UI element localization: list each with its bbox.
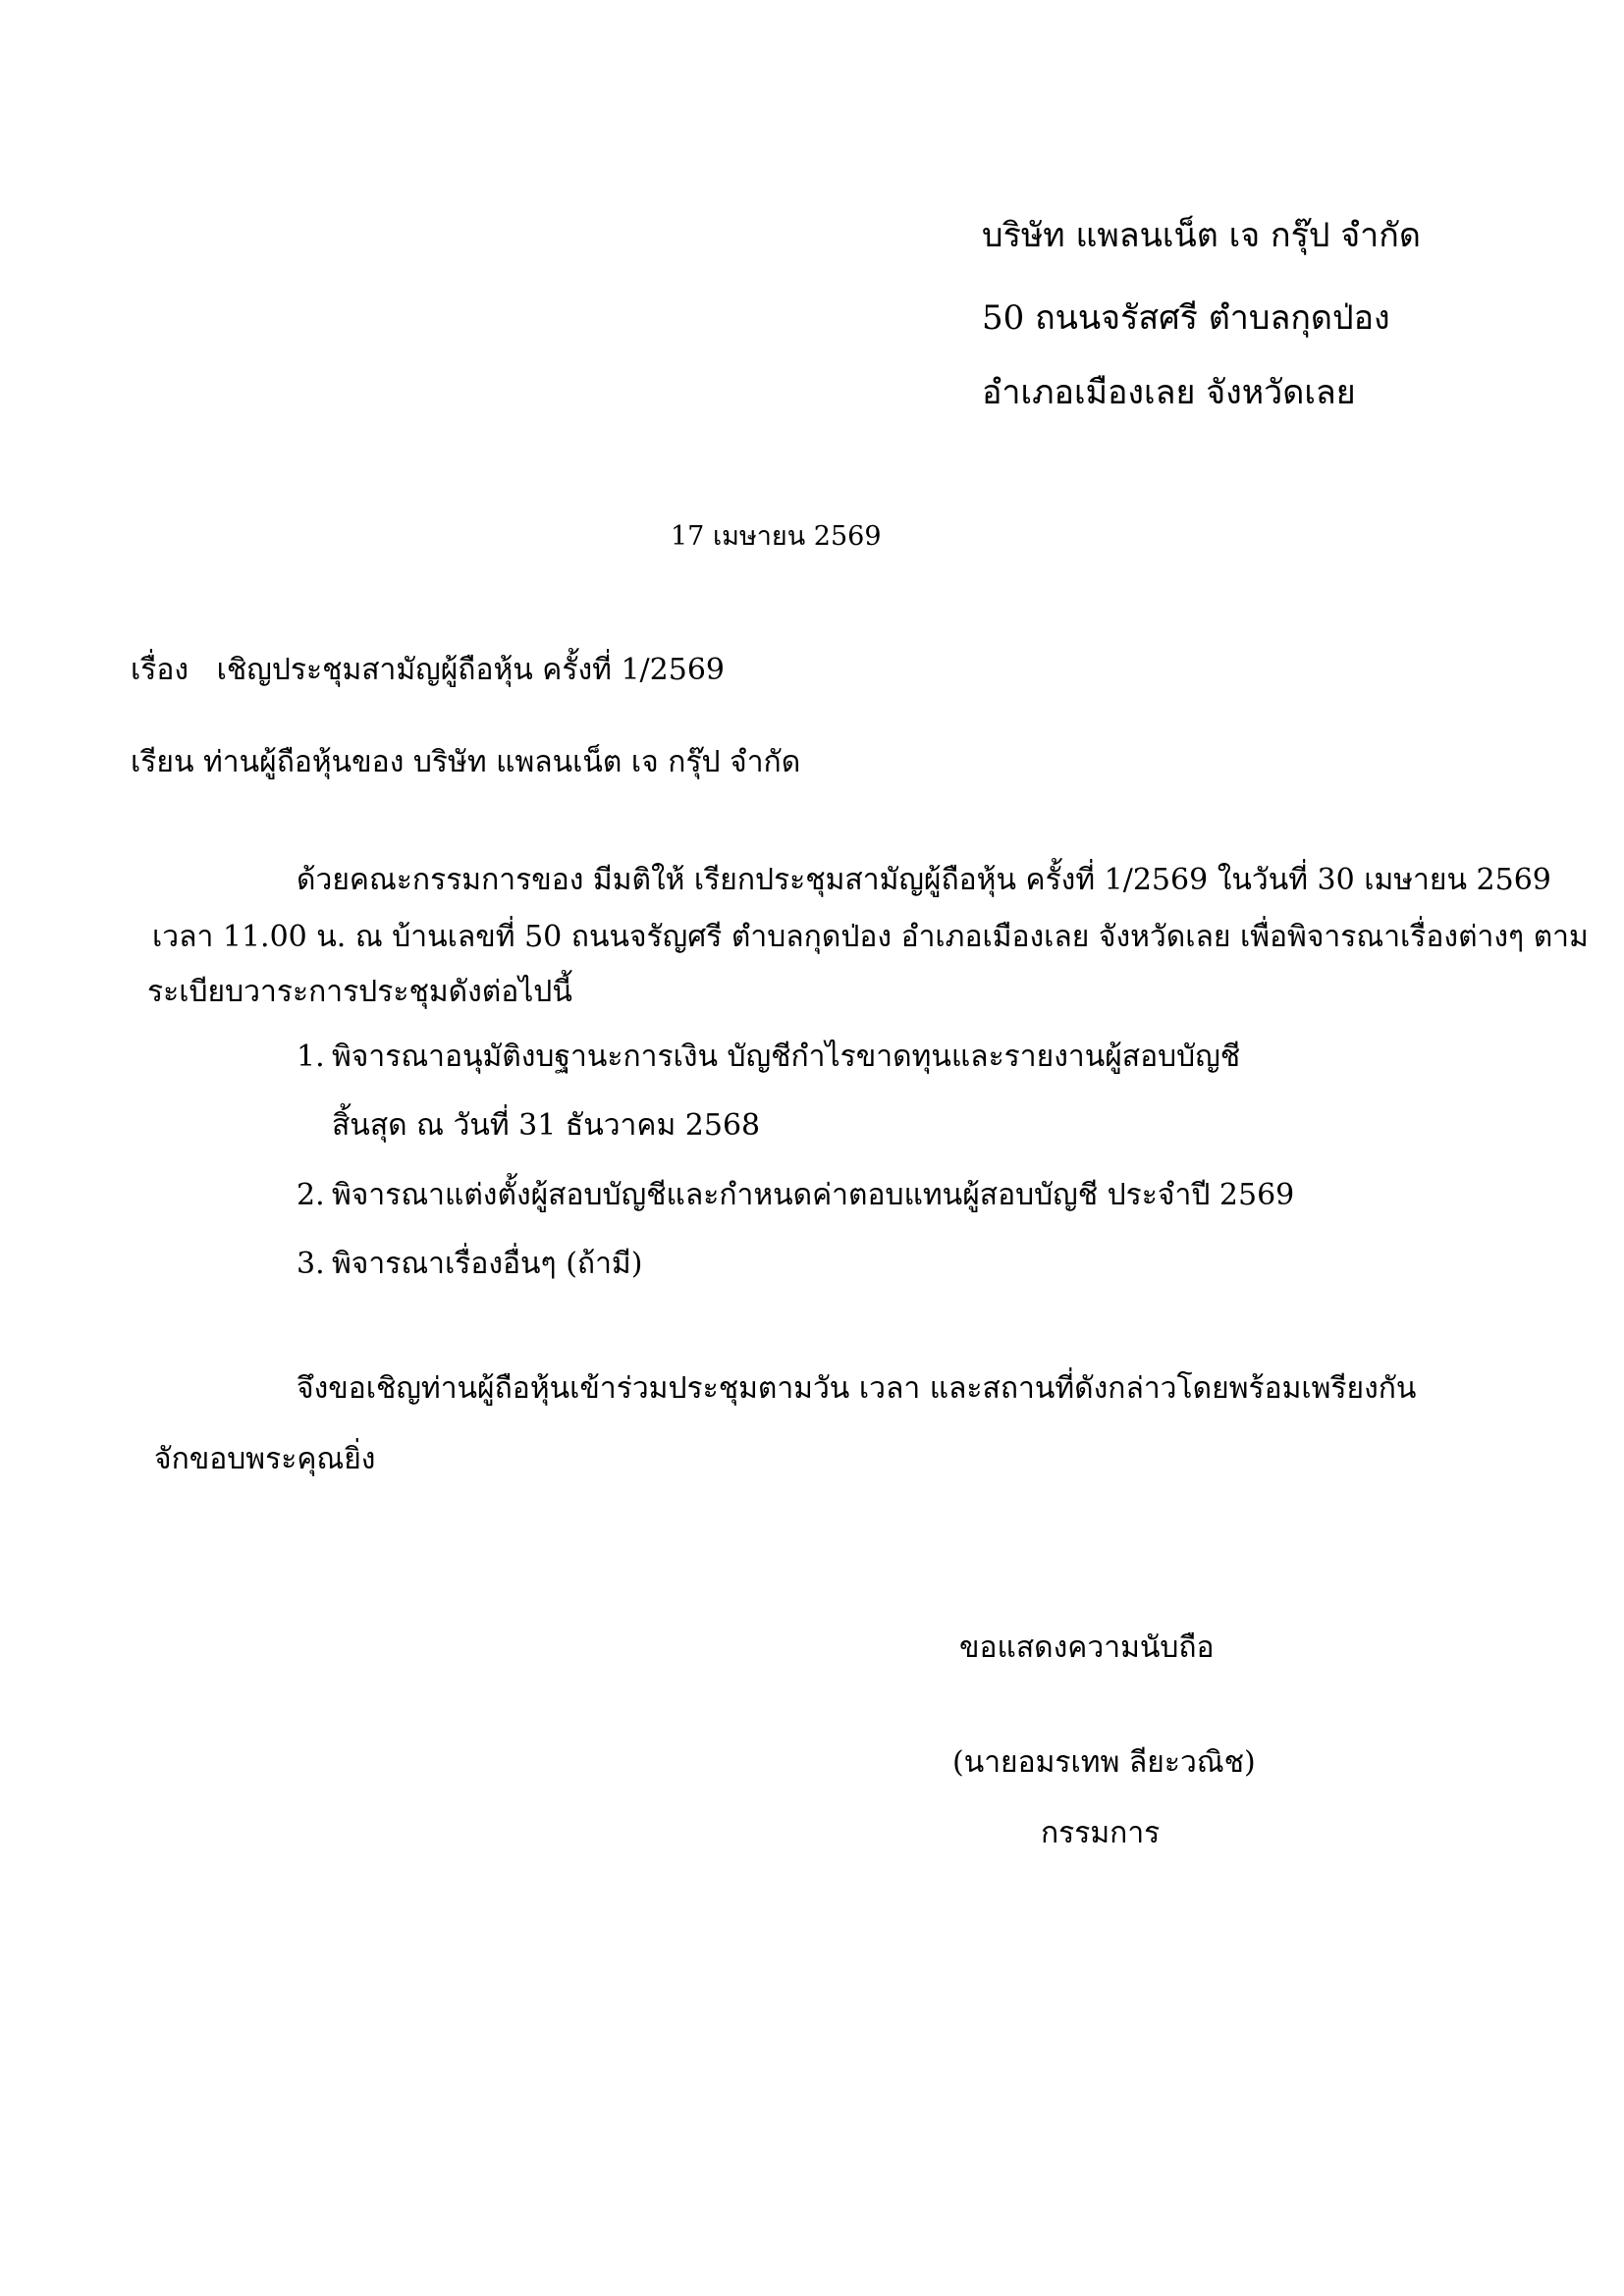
agenda-text: พิจารณาอนุมัติงบฐานะการเงิน บัญชีกำไรขาดทุนและรายงานผู้สอบบัญชี [332, 1040, 1241, 1074]
agenda-item [297, 1038, 1240, 1077]
signatory-name: (นายอมรเทพ ลียะวณิช) [952, 1745, 1256, 1780]
paragraph1-line: เวลา 11.00 น. ณ บ้านเลขที่ 50 ถนนจรัญศรี ตำบลกุดป่อง อำเภอเมืองเลย จังหวัดเลย เพื่อพิจารณาเรื่องต่างๆ ตาม [152, 920, 1589, 954]
signatory-position: กรรมการ [1041, 1816, 1161, 1850]
agenda-item [297, 1176, 1294, 1215]
agenda-number: 3. [297, 1247, 325, 1281]
agenda-text: พิจารณาเรื่องอื่นๆ (ถ้ามี) [332, 1247, 643, 1281]
closing-salutation: ขอแสดงความนับถือ [959, 1630, 1215, 1665]
paragraph1-line: ระเบียบวาระการประชุมดังต่อไปนี้ [147, 975, 572, 1009]
agenda-number: 2. [297, 1178, 325, 1212]
sender-company: บริษัท แพลนเน็ต เจ กรุ๊ป จำกัด [982, 216, 1421, 255]
recipient-text: ท่านผู้ถือหุ้นของ บริษัท แพลนเน็ต เจ กรุ๊ป จำกัด [203, 745, 801, 779]
letter-date: 17 เมษายน 2569 [671, 521, 882, 552]
agenda-number: 1. [297, 1040, 325, 1074]
agenda-text: พิจารณาแต่งตั้งผู้สอบบัญชีและกำหนดค่าตอบแทนผู้สอบบัญชี ประจำปี 2569 [332, 1178, 1295, 1212]
paragraph2-line: จึงขอเชิญท่านผู้ถือหุ้นเข้าร่วมประชุมตามวัน เวลา และสถานที่ดังกล่าวโดยพร้อมเพรียงกัน [297, 1371, 1417, 1406]
subject-text: เชิญประชุมสามัญผู้ถือหุ้น ครั้งที่ 1/2569 [216, 653, 725, 687]
agenda-item-continuation: สิ้นสุด ณ วันที่ 31 ธันวาคม 2568 [332, 1108, 761, 1143]
sender-address-line2: อำเภอเมืองเลย จังหวัดเลย [982, 373, 1356, 412]
paragraph1-line: ด้วยคณะกรรมการของ มีมติให้ เรียกประชุมสามัญผู้ถือหุ้น ครั้งที่ 1/2569 ในวันที่ 30 เมษายน 2569 [297, 863, 1551, 897]
agenda-item [297, 1245, 642, 1284]
paragraph2-line: จักขอบพระคุณยิ่ง [154, 1442, 376, 1476]
sender-address-line1: 50 ถนนจรัสศรี ตำบลกุดป่อง [982, 298, 1390, 338]
subject-line [131, 651, 725, 690]
recipient-line [131, 743, 800, 782]
recipient-label: เรียน [131, 745, 194, 779]
subject-label: เรื่อง [131, 653, 189, 687]
